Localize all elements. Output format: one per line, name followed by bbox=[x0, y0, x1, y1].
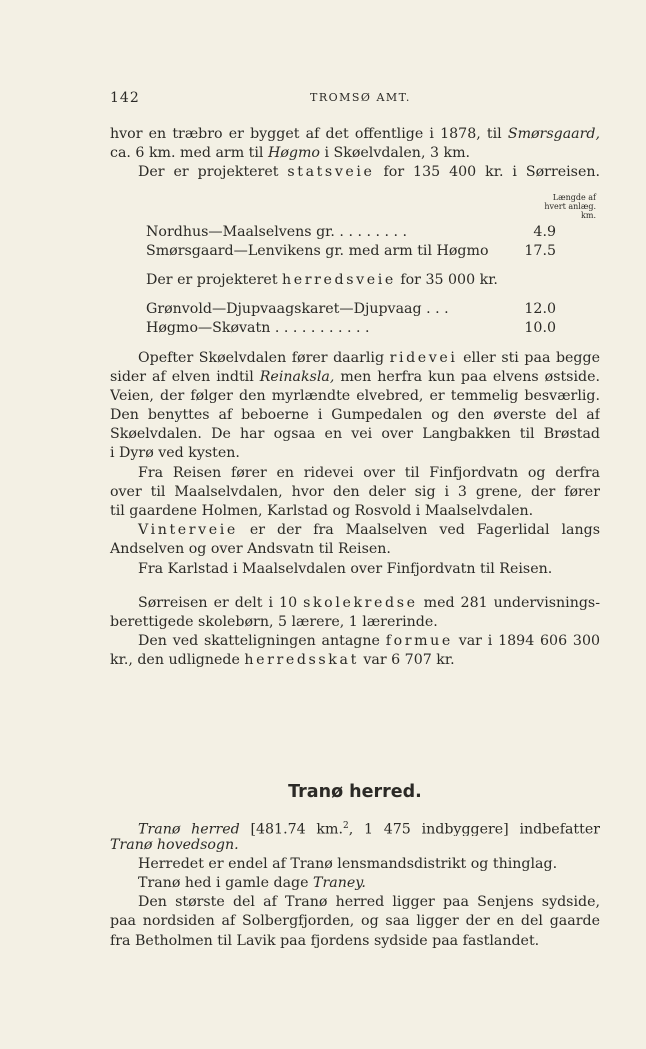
text-line: til gaardene Holmen, Karlstad og Rosvold i Maalselvdalen. bbox=[110, 503, 534, 519]
column-head: Længde af hvert anlæg. km. bbox=[544, 192, 596, 220]
table-row: Grønvold—Djupvaagskaret—Djupvaag . . . 12.0 bbox=[146, 301, 556, 318]
page-number: 142 bbox=[110, 90, 140, 106]
text-line: Tranø hed i gamle dage Traney. bbox=[138, 875, 366, 892]
text-line: Der er projekteret herredsveie for 35 000 kr. bbox=[146, 271, 498, 288]
text-line: berettigede skolebørn, 5 lærere, 1 lærerinde. bbox=[110, 613, 438, 630]
table-row: Nordhus—Maalselvens gr. . . . . . . . . 4.9 bbox=[146, 223, 556, 240]
text-line: Den benyttes af beboerne i Gumpedalen og den øverste del af bbox=[110, 407, 600, 424]
text-line: Skøelvdalen. De har ogsaa en vei over Langbakken til Brøstad bbox=[110, 426, 600, 443]
text-line: kr., den udlignede herredsskat var 6 707 kr. bbox=[110, 652, 455, 669]
section-heading: Tranø herred. bbox=[288, 781, 422, 802]
text-line: over til Maalselvdalen, hvor den deler sig i 3 grene, der fører bbox=[110, 483, 600, 500]
text-line: ca. 6 km. med arm til Høgmo i Skøelvdalen, 3 km. bbox=[110, 145, 471, 162]
table-row: Smørsgaard—Lenvikens gr. med arm til Høgmo 17.5 bbox=[146, 242, 556, 259]
text-line: Tranø herred [481.74 km.$^2$, 1 475 indbyggere] indbefatter bbox=[138, 820, 600, 836]
text-line: Tranø hovedsogn. bbox=[110, 836, 239, 853]
spacer bbox=[110, 807, 600, 817]
text-line: fra Betholmen til Lavik paa fjordens sydside paa fastlandet. bbox=[110, 932, 540, 949]
text-line: hvor en træbro er bygget af det offentlige i 1878, til Smørsgaard, bbox=[110, 126, 600, 142]
text-line: Der er projekteret statsveie for 135 400 kr. i Sørreisen. bbox=[138, 164, 600, 181]
text-line: Herredet er endel af Tranø lensmandsdistrikt og thinglag. bbox=[138, 855, 558, 872]
spacer bbox=[110, 671, 600, 777]
text-line: Den største del af Tranø herred ligger paa Senjens sydside, bbox=[138, 894, 600, 911]
text-line: Vinterveie er der fra Maalselven ved Fagerlidal langs bbox=[138, 522, 600, 539]
text-line: Andselven og over Andsvatn til Reisen. bbox=[110, 541, 391, 558]
text-line: i Dyrø ved kysten. bbox=[110, 445, 240, 462]
text-line: paa nordsiden af Solbergfjorden, og saa ligger der en del gaarde bbox=[110, 913, 600, 930]
spacer bbox=[110, 261, 600, 271]
text-line: sider af elven indtil Reinaksla, men herfra kun paa elvens østside. bbox=[110, 368, 600, 385]
text-line: Fra Karlstad i Maalselvdalen over Finfjordvatn til Reisen. bbox=[138, 560, 553, 577]
running-title: TROMSØ AMT. bbox=[310, 91, 411, 104]
text-line: Opefter Skøelvdalen fører daarlig ridevei eller sti paa begge bbox=[138, 349, 600, 366]
spacer bbox=[110, 339, 600, 349]
page-body bbox=[110, 125, 600, 951]
text-line: Veien, der følger den myrlændte elvebred, er temmelig besværlig. bbox=[110, 387, 600, 404]
text-line: Fra Reisen fører en ridevei over til Finfjordvatn og derfra bbox=[138, 464, 600, 481]
spacer bbox=[110, 290, 600, 300]
table-row: Høgmo—Skøvatn . . . . . . . . . . . 10.0 bbox=[146, 320, 556, 337]
spacer bbox=[110, 579, 600, 594]
text-line: Sørreisen er delt i 10 skolekredse med 281 undervisnings- bbox=[138, 594, 600, 611]
text-line: Den ved skatteligningen antagne formue var i 1894 606 300 bbox=[138, 633, 600, 650]
page-header bbox=[110, 90, 600, 108]
